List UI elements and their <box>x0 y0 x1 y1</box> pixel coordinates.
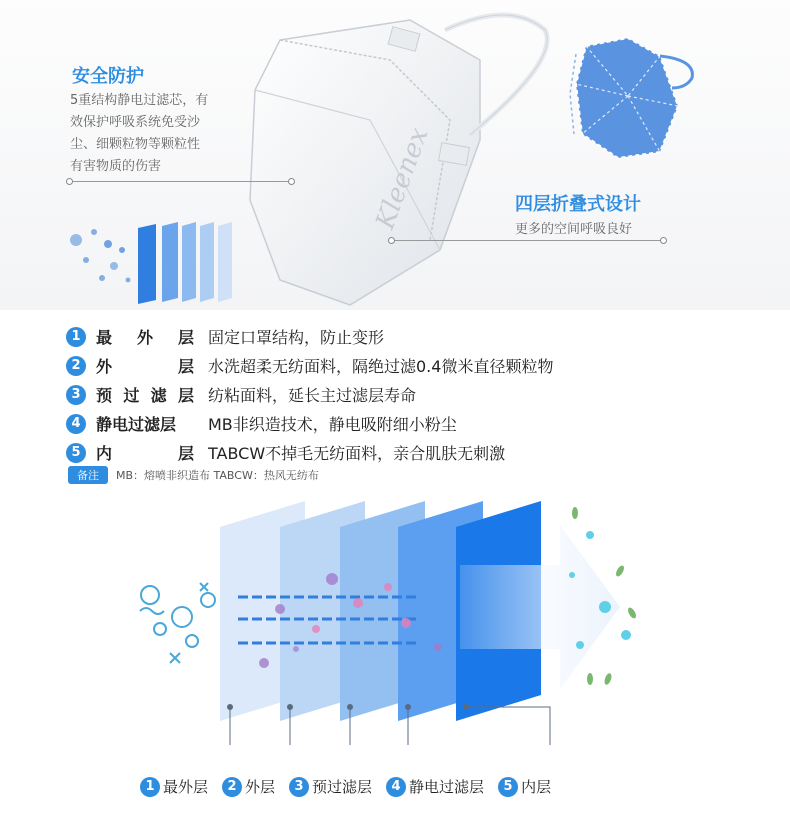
note-text: MB：熔喷非织造布 TABCW：热风无纺布 <box>116 469 319 482</box>
list-item <box>66 322 786 351</box>
filtration-diagram <box>120 495 680 750</box>
number-badge: 3 <box>289 777 309 797</box>
safety-desc-line: 有害物质的伤害 <box>70 159 162 174</box>
fold-title: 四层折叠式设计 <box>515 194 641 215</box>
number-badge: 3 <box>66 385 86 405</box>
legend-item <box>140 776 208 797</box>
layer-name: 预 过 滤 层 <box>96 386 194 405</box>
safety-desc-line: 5重结构静电过滤芯，有 <box>70 93 209 108</box>
legend-label: 最外层 <box>163 778 209 796</box>
safety-title: 安全防护 <box>72 66 144 87</box>
pointer-dot <box>66 178 73 185</box>
legend-label: 静电过滤层 <box>409 778 485 796</box>
germ-particles-icon <box>140 583 215 663</box>
safety-description <box>70 90 240 178</box>
number-badge: 2 <box>222 777 242 797</box>
legend-label: 内层 <box>521 778 552 796</box>
layer-name: 外 层 <box>96 357 194 376</box>
layer-name: 内 层 <box>96 444 194 463</box>
folded-mask-icon <box>568 34 698 164</box>
safety-desc-line: 尘、细颗粒物等颗粒性 <box>70 137 201 152</box>
safety-desc-line: 效保护呼吸系统免受沙 <box>70 115 201 130</box>
number-badge: 4 <box>386 777 406 797</box>
legend-item <box>222 776 275 797</box>
number-badge: 5 <box>66 443 86 463</box>
layer-list <box>66 322 786 467</box>
layer-description: 固定口罩结构，防止变形 <box>208 328 385 347</box>
layer-description: TABCW不掉毛无纺面料，亲合肌肤无刺激 <box>208 444 506 463</box>
note-badge: 备注 <box>68 466 108 484</box>
mask-product-image <box>240 0 560 310</box>
layer-description: 纺粘面料，延长主过滤层寿命 <box>208 386 417 405</box>
number-badge: 1 <box>66 327 86 347</box>
number-badge: 5 <box>498 777 518 797</box>
number-badge: 1 <box>140 777 160 797</box>
number-badge: 2 <box>66 356 86 376</box>
layer-description: MB非织造技术，静电吸附细小粉尘 <box>208 415 457 434</box>
legend-item <box>289 776 372 797</box>
legend-item <box>498 776 551 797</box>
fold-description: 更多的空间呼吸良好 <box>515 222 633 237</box>
layer-name: 静电过滤层 <box>96 415 177 434</box>
layer-legend <box>140 776 565 797</box>
list-item <box>66 409 786 438</box>
list-item <box>66 351 786 380</box>
pointer-dot <box>288 178 295 185</box>
layer-description: 水洗超柔无纺面料，隔绝过滤0.4微米直径颗粒物 <box>208 357 554 376</box>
pointer-dot <box>660 237 667 244</box>
legend-label: 预过滤层 <box>312 778 373 796</box>
filter-layers-illustration <box>64 220 244 310</box>
legend-item <box>386 776 484 797</box>
fold-pointer-line <box>392 240 664 241</box>
number-badge: 4 <box>66 414 86 434</box>
brand-logo-text: Kleenex <box>370 123 435 234</box>
layer-name: 最 外 层 <box>96 328 194 347</box>
list-item <box>66 438 786 467</box>
legend-label: 外层 <box>245 778 276 796</box>
list-item <box>66 380 786 409</box>
safety-pointer-line <box>70 181 292 182</box>
pointer-dot <box>388 237 395 244</box>
